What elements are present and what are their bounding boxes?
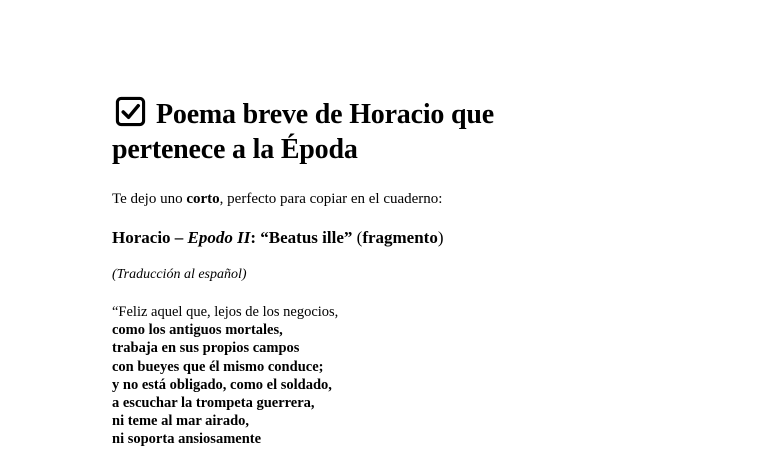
poem-fragment: fragmento [362,228,438,247]
intro-text-end: , perfecto para copiar en el cuaderno: [219,191,443,207]
document-title [112,96,732,167]
poem-quote: “Beatus ille” [260,228,353,247]
intro-text-start: Te dejo uno [112,191,187,207]
poem-author: Horacio – [112,228,188,247]
poem-colon: : [250,228,261,247]
title-line-2-end: a [343,134,358,165]
poem-work: Epodo II [187,228,251,247]
intro-paragraph [112,190,442,208]
translation-note: (Traducción al español) [112,267,247,282]
poem-line: a escuchar la trompeta guerrera, [112,395,315,412]
poem-line: y no está obligado, como el soldado, [112,376,332,393]
poem-body [112,303,338,449]
checkbox-checked-icon [115,96,146,127]
document-page [112,96,732,448]
poem-line: con bueyes que él mismo conduce; [112,358,324,375]
poem-line: ni soporta ansiosamente [112,431,262,448]
poem-paren-close: ) [437,228,444,247]
poem-paren-open: ( [352,228,363,247]
poem-line: trabaja en sus propios campos [112,340,300,357]
intro-emphasis: corto [186,191,220,207]
poem-heading [112,228,444,248]
title-line-1: Poema breve de Horacio que [156,99,494,130]
poem-line: “Feliz aquel que, lejos de los negocios, [112,304,339,320]
poem-line: ni teme al mar airado, [112,413,250,430]
title-line-2: pertenece a la Épod [112,134,344,165]
poem-line: como los antiguos mortales, [112,322,283,339]
